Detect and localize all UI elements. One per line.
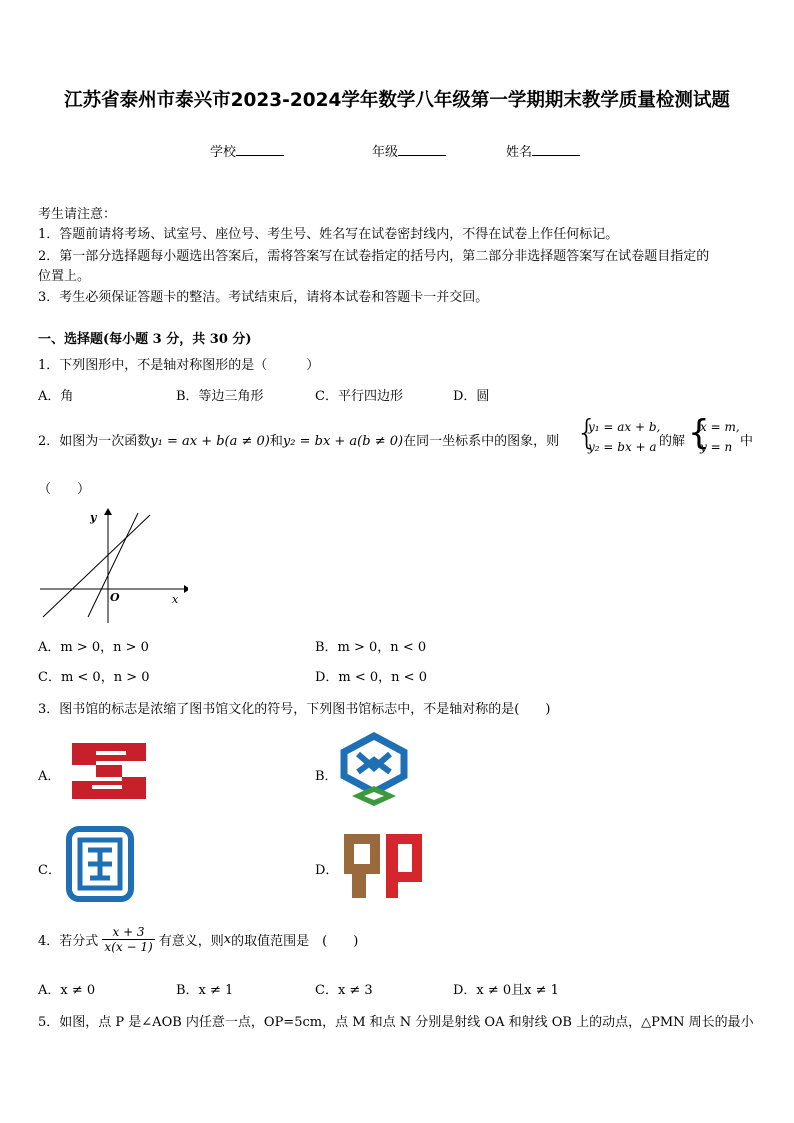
notice-item: 位置上。 [38, 269, 91, 284]
q3-option-a: A． [38, 769, 61, 784]
grade-field [372, 141, 446, 160]
library-logo-d [340, 830, 426, 902]
logo-d-left [344, 834, 380, 898]
brace-icon: { [576, 413, 598, 453]
q2-text: 和 [269, 434, 283, 449]
q1-option-b: B．等边三角形 [176, 389, 264, 404]
q2-text: 在同一坐标系中的图象，则 [403, 434, 560, 449]
school-label: 学校 [210, 145, 237, 160]
notice-heading: 考生请注意： [38, 207, 117, 222]
q4-numerator: x + 3 [102, 925, 154, 940]
q1-stem: 1．下列图形中，不是轴对称图形的是（ ） [38, 358, 320, 373]
q3-option-b: B． [315, 769, 338, 784]
logo-b-hexagon [344, 736, 404, 792]
library-logo-b [340, 732, 408, 812]
q2-text: 的解 [659, 434, 686, 449]
q2-text: 2．如图为一次函数 [38, 434, 151, 449]
q4-option-c: C．x ≠ 3 [315, 983, 373, 998]
notice-item: 2．第一部分选择题每小题选出答案后，需将答案写在试卷指定的括号内，第二部分非选择题答案写在试卷题目指定的 [38, 249, 710, 264]
q2-equation: x = m, [700, 420, 740, 434]
q3-stem: 3．图书馆的标志是浓缩了图书馆文化的符号，下列图书馆标志中，不是轴对称的是( ) [38, 702, 551, 717]
section-heading: 一、选择题(每小题 3 分，共 30 分) [38, 332, 252, 347]
q4-stem [38, 925, 358, 965]
library-logo-c [66, 826, 134, 902]
line-1 [43, 515, 150, 617]
logo-c-pattern [88, 850, 112, 878]
q4-option-b: B．x ≠ 1 [176, 983, 234, 998]
q4-variable: x [223, 932, 232, 947]
q2-option-b: B．m > 0，n < 0 [315, 640, 427, 655]
grade-blank [398, 143, 446, 156]
q2-function-2: y₂ = bx + a(b ≠ 0) [282, 434, 404, 449]
notice-item: 3．考生必须保证答题卡的整洁。考试结束后，请将本试卷和答题卡一并交回。 [38, 290, 489, 305]
school-blank [236, 143, 284, 156]
q4-text: 4．若分式 [38, 934, 99, 949]
q5-stem: 5．如图，点 P 是∠AOB 内任意一点，OP=5cm，点 M 和点 N 分别是射线 OA 和射线 OB 上的动点，△PMN 周长的最小 [38, 1015, 754, 1030]
page-title: 江苏省泰州市泰兴市2023-2024学年数学八年级第一学期期末教学质量检测试题 [64, 90, 730, 111]
logo-b-cross [358, 754, 390, 772]
name-blank [532, 143, 580, 156]
q2-function-1: y₁ = ax + b(a ≠ 0) [150, 434, 270, 449]
y-label: y [90, 511, 97, 524]
q1-option-a: A．角 [38, 389, 74, 404]
name-label: 姓名 [506, 145, 533, 160]
q1-option-d: D．圆 [453, 389, 490, 404]
q4-fraction [102, 925, 154, 954]
school-field [210, 141, 284, 160]
q2-stem [38, 430, 559, 449]
y-axis-arrow-icon [104, 508, 112, 515]
q4-text: 有意义，则 [158, 934, 224, 949]
q2-equation: y₁ = ax + b, [588, 420, 661, 434]
logo-d-right-hole [398, 844, 412, 872]
origin-label: O [110, 591, 120, 604]
q2-text: 中 [740, 434, 754, 449]
x-label: x [172, 593, 179, 606]
q4-option-d: D．x ≠ 0且x ≠ 1 [453, 983, 559, 998]
grade-label: 年级 [372, 145, 399, 160]
q2-option-a: A．m > 0，n > 0 [38, 640, 149, 655]
logo-d-left-hole [354, 844, 370, 864]
q2-equation: y = n [700, 440, 733, 454]
q3-option-c: C． [38, 863, 61, 878]
library-logo-a [66, 737, 152, 805]
q2-answer-paren: （ ） [38, 482, 91, 497]
q2-equation: y₂ = bx + a [588, 440, 657, 454]
notice-item: 1．答题前请将考场、试室号、座位号、考生号、姓名写在试卷密封线内，不得在试卷上作任何标记。 [38, 227, 619, 242]
x-axis-arrow-icon [184, 585, 188, 593]
q4-denominator: x(x − 1) [104, 940, 153, 954]
q1-option-c: C．平行四边形 [315, 389, 403, 404]
q2-graph [38, 505, 188, 625]
q4-text: 的取值范围是 ( ) [231, 934, 359, 949]
brace-icon: { [688, 413, 710, 453]
q4-option-a: A．x ≠ 0 [38, 983, 96, 998]
name-field [506, 141, 580, 160]
q2-option-c: C．m < 0，n > 0 [38, 670, 150, 685]
q3-option-d: D． [315, 863, 339, 878]
q2-option-d: D．m < 0，n < 0 [315, 670, 427, 685]
